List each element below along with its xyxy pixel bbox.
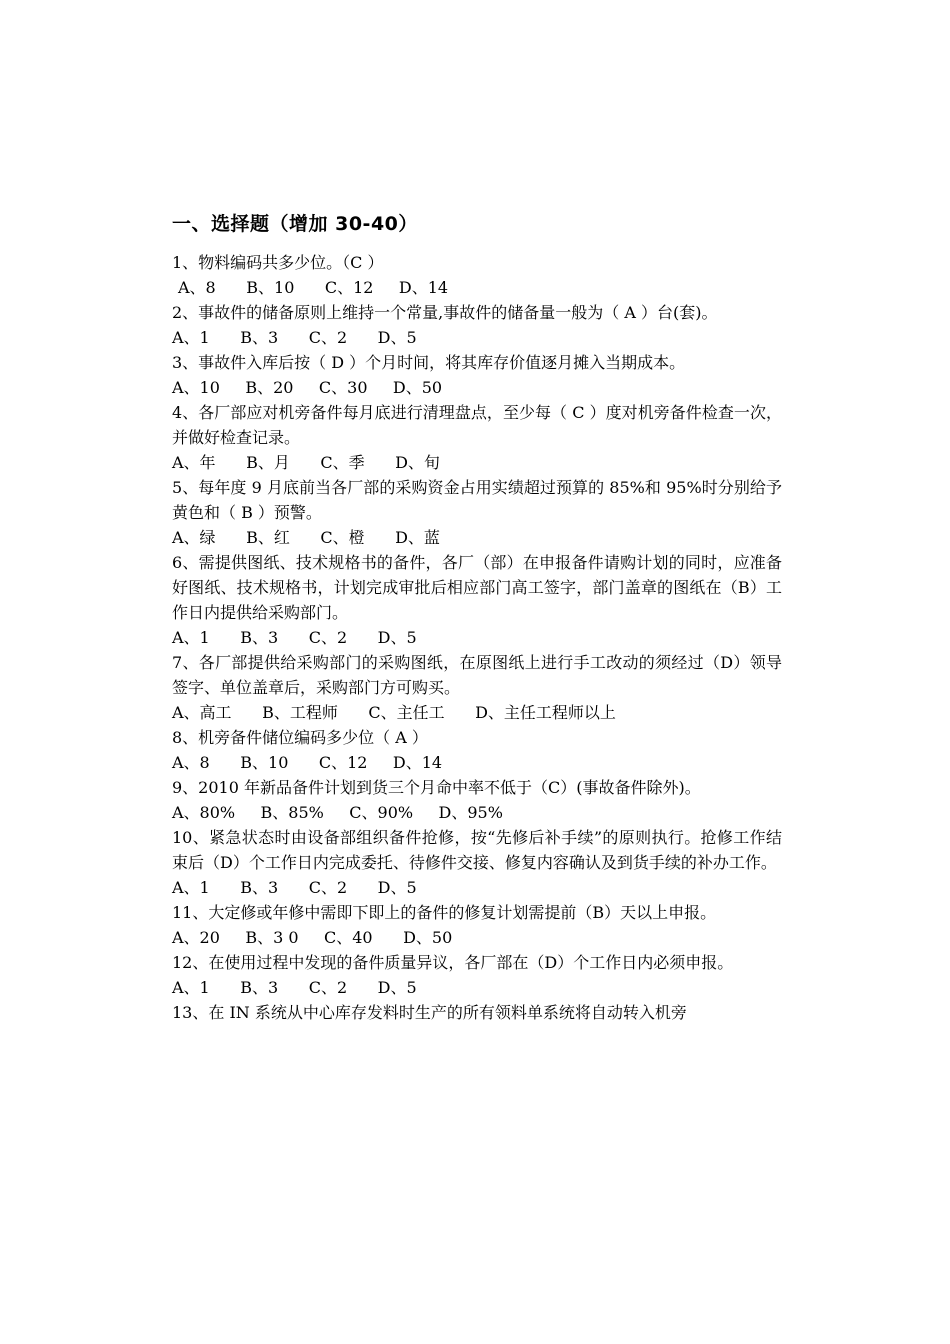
- question-5: [172, 475, 782, 550]
- question-options: A、1 B、3 C、2 D、5: [172, 878, 417, 897]
- question-stem: 4、各厂部应对机旁备件每月底进行清理盘点，至少每（ C ）度对机旁备件检查一次，并做好检查记录。: [172, 403, 782, 447]
- question-3: [172, 350, 782, 400]
- question-4: [172, 400, 782, 475]
- question-11: [172, 900, 782, 950]
- question-stem: 10、紧急状态时由设备部组织备件抢修，按“先修后补手续”的原则执行。抢修工作结束后（D）个工作日内完成委托、待修件交接、修复内容确认及到货手续的补办工作。: [172, 828, 782, 872]
- question-stem: 2、事故件的储备原则上维持一个常量,事故件的储备量一般为（ A ）台(套)。: [172, 303, 718, 322]
- question-stem: 6、需提供图纸、技术规格书的备件，各厂（部）在申报备件请购计划的同时，应准备好图纸、技术规格书，计划完成审批后相应部门高工签字，部门盖章的图纸在（B）工作日内提供给采购部门。: [172, 553, 782, 622]
- question-2: [172, 300, 782, 350]
- question-options: A、10 B、20 C、30 D、50: [172, 378, 443, 397]
- question-options: A、80% B、85% C、90% D、95%: [172, 803, 503, 822]
- question-options: A、8 B、10 C、12 D、14: [172, 753, 443, 772]
- question-options: A、年 B、月 C、季 D、旬: [172, 453, 440, 472]
- question-stem: 13、在 IN 系统从中心库存发料时生产的所有领料单系统将自动转入机旁: [172, 1003, 687, 1022]
- question-options: A、高工 B、工程师 C、主任工 D、主任工程师以上: [172, 703, 616, 722]
- question-13: [172, 1000, 782, 1025]
- question-options: A、绿 B、红 C、橙 D、蓝: [172, 528, 440, 547]
- question-10: [172, 825, 782, 900]
- question-stem: 8、机旁备件储位编码多少位（ A ）: [172, 728, 428, 747]
- question-stem: 12、在使用过程中发现的备件质量异议，各厂部在（D）个工作日内必须申报。: [172, 953, 734, 972]
- question-options: A、8 B、10 C、12 D、14: [178, 278, 449, 297]
- question-stem: 7、各厂部提供给采购部门的采购图纸，在原图纸上进行手工改动的须经过（D）领导签字、单位盖章后，采购部门方可购买。: [172, 653, 782, 697]
- question-8: [172, 725, 782, 775]
- question-stem: 3、事故件入库后按（ D ）个月时间，将其库存价值逐月摊入当期成本。: [172, 353, 686, 372]
- question-options: A、20 B、3 0 C、40 D、50: [172, 928, 453, 947]
- question-options: A、1 B、3 C、2 D、5: [172, 978, 417, 997]
- question-12: [172, 950, 782, 1000]
- question-stem: 9、2010 年新品备件计划到货三个月命中率不低于（C）(事故备件除外)。: [172, 778, 701, 797]
- question-1: [172, 250, 782, 300]
- document-page: [172, 210, 782, 1025]
- section-title: 一、选择题（增加 30-40）: [172, 213, 418, 235]
- question-7: [172, 650, 782, 725]
- question-options: A、1 B、3 C、2 D、5: [172, 328, 417, 347]
- question-stem: 11、大定修或年修中需即下即上的备件的修复计划需提前（B）天以上申报。: [172, 903, 717, 922]
- question-6: [172, 550, 782, 650]
- question-options: A、1 B、3 C、2 D、5: [172, 628, 417, 647]
- question-stem: 5、每年度 9 月底前当各厂部的采购资金占用实绩超过预算的 85%和 95%时分别给予黄色和（ B ）预警。: [172, 478, 782, 522]
- question-9: [172, 775, 782, 825]
- question-stem: 1、物料编码共多少位。（C ）: [172, 253, 384, 272]
